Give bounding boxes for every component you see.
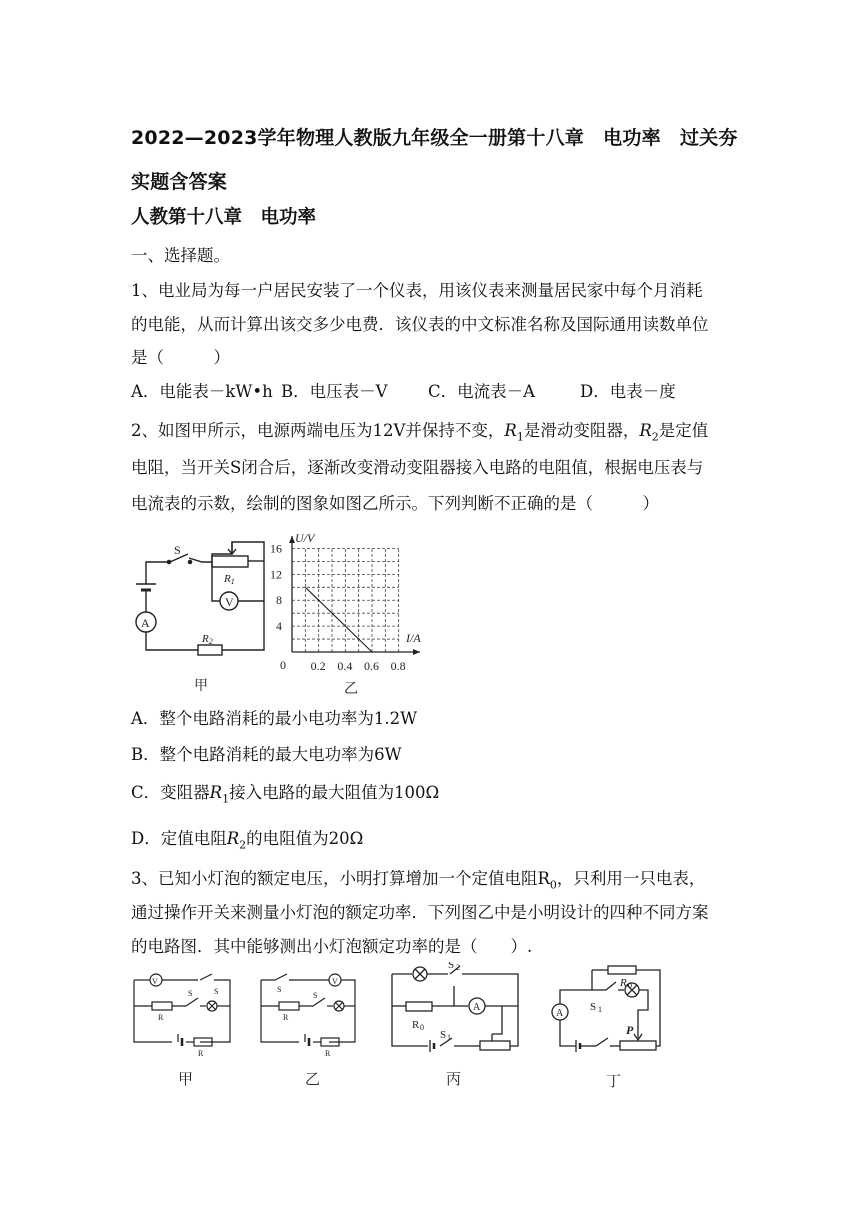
q2-r2-sub: 2 bbox=[651, 430, 659, 444]
q2-circuit-caption: 甲 bbox=[194, 679, 208, 694]
q3-yi-label-r: R bbox=[325, 1049, 331, 1058]
q2-line-1-mid: 是滑动变阻器， bbox=[523, 421, 640, 440]
q3-bing-caption: 丙 bbox=[446, 1072, 462, 1088]
q1-line-1: 1、电业局为每一户居民安装了一个仪表，用该仪表来测量居民家中每个月消耗 bbox=[131, 281, 703, 300]
chapter-heading: 人教第十八章 电功率 bbox=[131, 207, 317, 228]
q2-line-1-pre: 2、如图甲所示，电源两端电压为12V并保持不变， bbox=[131, 421, 505, 440]
q2-ui-chart bbox=[268, 528, 428, 700]
q3-ding-label-s-sub: 1 bbox=[598, 1005, 602, 1014]
chart-x-tick-label: 0.4 bbox=[337, 659, 353, 673]
q2-option-d-sub: 2 bbox=[239, 838, 247, 852]
q3-line-1-sub: 0 bbox=[549, 878, 557, 892]
q3-ding-label-r: R bbox=[620, 977, 627, 989]
q2-option-d-symbol: R bbox=[226, 829, 240, 848]
q2-line-1-post: 是定值 bbox=[658, 421, 709, 440]
q3-bing-label-a: A bbox=[473, 1002, 481, 1013]
chart-series bbox=[305, 587, 372, 652]
section-heading: 一、选择题。 bbox=[131, 246, 230, 265]
q3-bing-label-r: R bbox=[412, 1019, 420, 1031]
q3-circuit-ding bbox=[550, 960, 672, 1092]
chart-y-axis-label: U/V bbox=[295, 531, 315, 545]
q3-circuit-bing bbox=[388, 962, 524, 1090]
chart-axes bbox=[289, 536, 420, 655]
q2-option-d bbox=[131, 828, 363, 856]
q2-option-a: A．整个电路消耗的最小电功率为1.2W bbox=[131, 709, 418, 728]
q3-yi-caption: 乙 bbox=[305, 1072, 321, 1088]
q3-bing-label-s: S bbox=[448, 962, 455, 971]
q3-jia-label-s2: S bbox=[188, 989, 193, 998]
q2-r1-sub: 1 bbox=[516, 430, 524, 444]
q3-line-2: 通过操作开关来测量小灯泡的额定功率．下列图乙中是小明设计的四种不同方案 bbox=[131, 903, 709, 922]
q3-yi-label-r0: R bbox=[283, 1013, 289, 1022]
chart-x-tick-label: 0.8 bbox=[390, 659, 406, 673]
q3-yi-label-s2: S bbox=[313, 991, 318, 1000]
q2-circuit-label-a: A bbox=[141, 616, 150, 630]
q3-ding-label-r-sub: 0 bbox=[628, 981, 632, 990]
q3-jia-label-r0: R bbox=[158, 1013, 164, 1022]
q2-option-c-symbol: R bbox=[209, 783, 223, 802]
q3-jia-caption: 甲 bbox=[178, 1072, 194, 1088]
q1-option-b: B．电压表－V bbox=[281, 382, 388, 401]
chart-x-tick-label: 0.2 bbox=[310, 659, 326, 673]
chart-y-tick-label: 4 bbox=[276, 619, 282, 634]
q3-yi-label-v: V bbox=[332, 977, 338, 986]
q2-option-c-pre: C．变阻器 bbox=[131, 783, 210, 802]
q3-bing-label-s-sub: 2 bbox=[456, 963, 460, 972]
q1-line-2: 的电能，从而计算出该交多少电费．该仪表的中文标准名称及国际通用读数单位 bbox=[131, 315, 709, 334]
q2-r1-symbol: R bbox=[504, 421, 517, 440]
chart-caption: 乙 bbox=[344, 682, 358, 697]
q1-line-3: 是（ ） bbox=[131, 348, 230, 367]
q2-option-c bbox=[131, 782, 439, 810]
q2-circuit-label-r2-sub: 2 bbox=[208, 637, 213, 646]
q3-bing-label-s1-sub: 1 bbox=[447, 1033, 451, 1042]
q2-circuit-label-v: V bbox=[225, 595, 234, 609]
q3-bing-label-r-sub: 0 bbox=[420, 1023, 424, 1032]
q3-line-3: 的电路图．其中能够测出小灯泡额定功率的是（ ）. bbox=[131, 937, 533, 956]
q3-jia-label-v: V bbox=[152, 977, 158, 986]
q2-circuit-label-r1-sub: 1 bbox=[230, 577, 235, 586]
q3-jia-label-s1: S bbox=[214, 987, 219, 996]
q2-option-d-pre: D．定值电阻 bbox=[131, 829, 227, 848]
chart-x-tick-label: 0.6 bbox=[364, 659, 379, 673]
q3-circuit-yi bbox=[255, 970, 363, 1090]
q3-circuit-jia bbox=[128, 970, 236, 1090]
q2-option-c-sub: 1 bbox=[222, 792, 230, 806]
q3-ding-label-s: S bbox=[590, 1001, 597, 1013]
q2-option-b: B．整个电路消耗的最大电功率为6W bbox=[131, 745, 402, 764]
chart-y-tick-label: 12 bbox=[270, 567, 282, 582]
q2-circuit-label-r1 bbox=[223, 573, 235, 586]
q2-circuit-figure bbox=[122, 532, 272, 697]
chart-series-line bbox=[305, 587, 372, 652]
document-title: 2022—2023学年物理人教版九年级全一册第十八章 电功率 过关夯实题含答案 bbox=[131, 127, 738, 193]
q3-line-1 bbox=[131, 868, 705, 896]
q3-bing-label-s1: S bbox=[440, 1029, 447, 1041]
q1-option-a: A．电能表－kW•h bbox=[131, 382, 273, 401]
q3-ding-caption: 丁 bbox=[606, 1074, 622, 1090]
q1-option-c: C．电流表－A bbox=[428, 382, 536, 401]
q2-line-2: 电阻，当开关S闭合后，逐渐改变滑动变阻器接入电路的电阻值，根据电压表与 bbox=[131, 458, 704, 477]
q2-circuit-label-r2-sym: R bbox=[202, 633, 209, 645]
q2-circuit-label-r2 bbox=[201, 633, 213, 646]
chart-x-axis-arrow bbox=[413, 649, 420, 655]
q3-yi-label-s1: S bbox=[277, 985, 282, 994]
q3-line-1-pre: 3、已知小灯泡的额定电压，小明打算增加一个定值电阻R bbox=[131, 869, 550, 888]
chart-x-axis-label: I/A bbox=[406, 631, 421, 645]
q2-option-d-post: 的电阻值为20Ω bbox=[246, 829, 364, 848]
q2-line-1 bbox=[131, 420, 708, 448]
chart-grid bbox=[292, 548, 399, 652]
q3-ding-label-a: A bbox=[556, 1008, 564, 1019]
chart-y-tick-label: 8 bbox=[276, 593, 282, 608]
q3-ding-label-p: P bbox=[626, 1023, 634, 1037]
q3-line-1-post: ，只利用一只电表， bbox=[556, 869, 706, 888]
q2-line-3: 电流表的示数，绘制的图象如图乙所示。下列判断不正确的是（ ） bbox=[131, 494, 659, 513]
q2-circuit-label-r1-sym: R bbox=[224, 573, 231, 585]
chart-y-tick-label: 16 bbox=[270, 541, 282, 556]
chart-origin-label: 0 bbox=[280, 658, 286, 672]
q3-jia-label-r: R bbox=[198, 1049, 204, 1058]
q2-circuit-label-s: S bbox=[174, 543, 181, 557]
q2-option-c-post: 接入电路的最大阻值为100Ω bbox=[229, 783, 440, 802]
q2-r2-symbol: R bbox=[639, 421, 652, 440]
q1-option-d: D．电表－度 bbox=[580, 382, 676, 401]
